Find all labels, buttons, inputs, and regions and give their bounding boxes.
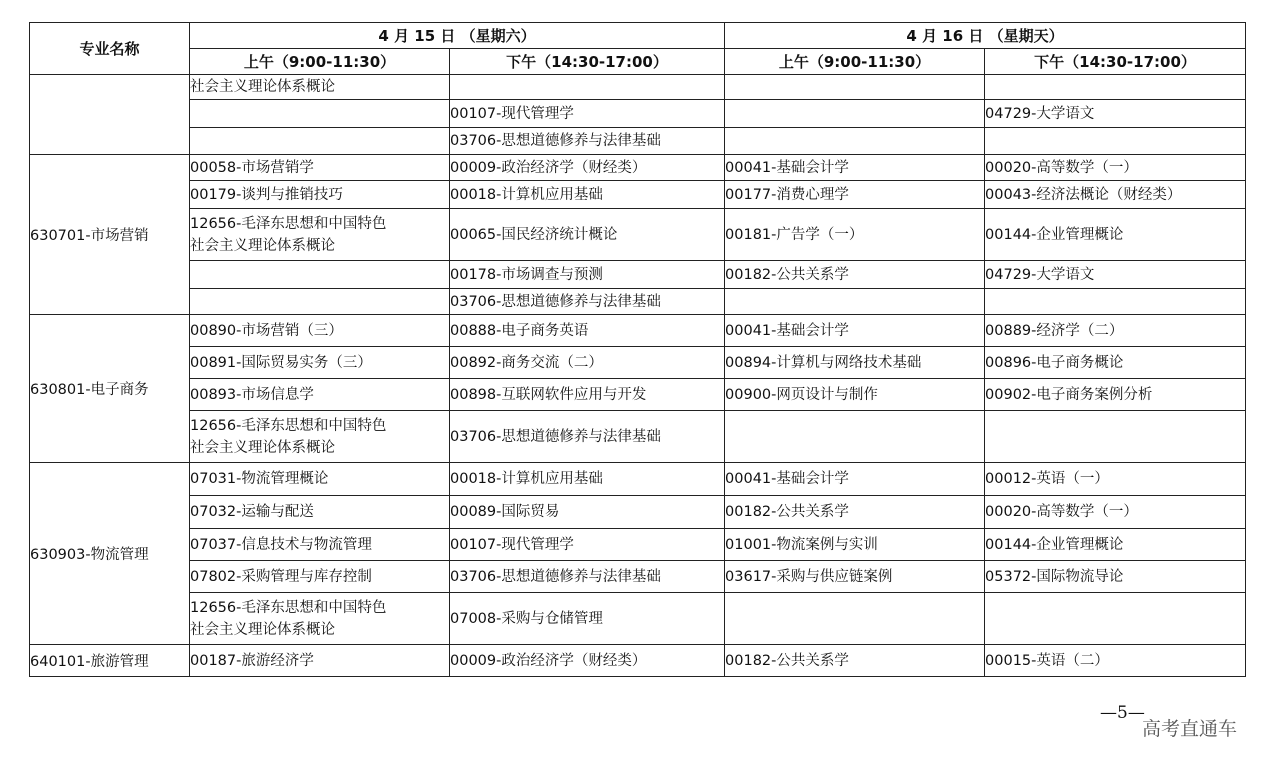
day1-am-course-cell [190,411,450,463]
day1-am-course-cell [190,529,450,561]
major-name-cell: 630903-物流管理 [30,463,190,645]
table-row [30,463,1246,496]
day2-am-course-cell [725,645,985,677]
day1-pm-course-cell [450,315,725,347]
day2-pm-course-cell [985,75,1246,100]
table-row [30,593,1246,645]
course-label: 00107-现代管理学 [450,105,574,122]
table-row [30,289,1246,315]
day2-am-course-cell [725,463,985,496]
day2-am-header: 上午（9:00-11:30） [725,49,985,75]
course-label: 07802-采购管理与库存控制 [190,568,372,585]
day2-pm-course-cell [985,645,1246,677]
day1-pm-course-cell [450,347,725,379]
course-label: 00041-基础会计学 [725,471,849,487]
day1-am-course-cell [190,289,450,315]
day2-pm-course-cell [985,181,1246,209]
course-label: 00177-消费心理学 [725,186,849,203]
table-row [30,379,1246,411]
day1-pm-course-cell [450,529,725,561]
course-label: 00065-国民经济统计概论 [450,226,618,243]
course-label: 00018-计算机应用基础 [450,471,603,487]
day1-am-course-cell [190,463,450,496]
course-label: 00009-政治经济学（财经类） [450,159,647,176]
day2-am-course-cell [725,100,985,128]
table-row [30,128,1246,155]
course-label: 00187-旅游经济学 [190,652,314,669]
day2-pm-course-cell [985,411,1246,463]
day1-header: 4 月 15 日 （星期六） [190,23,725,49]
table-header [30,23,1246,75]
course-label: 00894-计算机与网络技术基础 [725,354,922,371]
day1-pm-course-cell [450,100,725,128]
course-label: 12656-毛泽东思想和中国特色 社会主义理论体系概论 [190,215,387,254]
day2-pm-course-cell [985,463,1246,496]
day1-pm-course-cell [450,561,725,593]
table-row [30,181,1246,209]
course-label: 01001-物流案例与实训 [725,536,878,553]
day1-am-course-cell [190,561,450,593]
day2-am-course-cell [725,593,985,645]
day1-pm-course-cell [450,379,725,411]
course-label: 00041-基础会计学 [725,159,849,176]
day2-am-course-cell [725,379,985,411]
day2-am-course-cell [725,289,985,315]
course-label: 12656-毛泽东思想和中国特色 社会主义理论体系概论 [190,599,387,638]
day2-am-course-cell [725,75,985,100]
day2-pm-course-cell [985,496,1246,529]
course-label: 00896-电子商务概论 [985,354,1124,371]
day2-pm-course-cell [985,209,1246,261]
day1-am-course-cell [190,261,450,289]
day2-am-course-cell [725,261,985,289]
day2-am-course-cell [725,347,985,379]
day1-am-course-cell [190,315,450,347]
table-row [30,209,1246,261]
table-row [30,100,1246,128]
day2-pm-course-cell [985,561,1246,593]
table-row [30,155,1246,181]
day1-pm-course-cell [450,181,725,209]
course-label: 00089-国际贸易 [450,504,560,520]
course-label: 00058-市场营销学 [190,159,314,176]
course-label: 12656-毛泽东思想和中国特色 社会主义理论体系概论 [190,417,387,456]
course-label: 00020-高等数学（一） [985,159,1138,176]
course-label: 05372-国际物流导论 [985,568,1124,585]
day1-pm-course-cell [450,128,725,155]
course-label: 00144-企业管理概论 [985,226,1124,243]
watermark: 高考直通车 [1142,718,1238,740]
table-row [30,561,1246,593]
day2-pm-course-cell [985,347,1246,379]
day1-pm-course-cell [450,209,725,261]
day2-pm-course-cell [985,529,1246,561]
course-label: 00902-电子商务案例分析 [985,386,1153,403]
course-label: 03706-思想道德修养与法律基础 [450,428,661,445]
day1-am-course-cell [190,75,450,100]
day1-pm-course-cell [450,155,725,181]
day1-pm-course-cell [450,496,725,529]
day2-am-course-cell [725,209,985,261]
course-label: 00181-广告学（一） [725,226,864,243]
day2-am-course-cell [725,315,985,347]
course-label: 00018-计算机应用基础 [450,186,603,203]
day2-pm-course-cell [985,128,1246,155]
day2-pm-course-cell [985,593,1246,645]
course-label: 07037-信息技术与物流管理 [190,536,372,553]
course-label: 04729-大学语文 [985,266,1095,283]
course-label: 07032-运输与配送 [190,504,314,520]
course-label: 00182-公共关系学 [725,266,849,283]
table-row [30,347,1246,379]
course-label: 00889-经济学（二） [985,322,1124,339]
table-body [30,75,1246,677]
day1-pm-course-cell [450,261,725,289]
day2-pm-course-cell [985,100,1246,128]
course-label: 00043-经济法概论（财经类） [985,186,1182,203]
day2-pm-course-cell [985,289,1246,315]
day1-am-course-cell [190,593,450,645]
day2-pm-header: 下午（14:30-17:00） [985,49,1246,75]
day2-pm-course-cell [985,155,1246,181]
day1-am-course-cell [190,155,450,181]
day1-am-course-cell [190,347,450,379]
day2-am-course-cell [725,181,985,209]
day2-am-course-cell [725,561,985,593]
day2-pm-course-cell [985,379,1246,411]
page-number: —5— [1100,703,1145,723]
table-row [30,411,1246,463]
day2-header: 4 月 16 日 （星期天） [725,23,1246,49]
course-label: 00893-市场信息学 [190,386,314,403]
course-label: 00009-政治经济学（财经类） [450,652,647,669]
day1-pm-course-cell [450,463,725,496]
course-label: 00107-现代管理学 [450,536,574,553]
course-label: 00900-网页设计与制作 [725,386,878,403]
course-label: 00020-高等数学（一） [985,504,1138,520]
table-row [30,315,1246,347]
day1-pm-course-cell [450,411,725,463]
day2-am-course-cell [725,496,985,529]
day2-am-course-cell [725,128,985,155]
course-label: 00888-电子商务英语 [450,322,589,339]
course-label: 00178-市场调查与预测 [450,266,603,283]
day1-pm-header: 下午（14:30-17:00） [450,49,725,75]
day1-am-course-cell [190,100,450,128]
course-label: 07031-物流管理概论 [190,471,329,487]
day1-pm-course-cell [450,289,725,315]
course-label: 00182-公共关系学 [725,504,849,520]
major-name-cell [30,75,190,155]
course-label: 07008-采购与仓储管理 [450,610,603,627]
course-label: 03617-采购与供应链案例 [725,568,893,585]
day2-am-course-cell [725,155,985,181]
exam-schedule-table [29,22,1246,677]
major-name-cell: 630801-电子商务 [30,315,190,463]
course-label: 00892-商务交流（二） [450,354,603,371]
day2-pm-course-cell [985,261,1246,289]
day1-pm-course-cell [450,645,725,677]
course-label: 00041-基础会计学 [725,322,849,339]
major-name-header: 专业名称 [30,23,190,75]
day2-am-course-cell [725,529,985,561]
day2-pm-course-cell [985,315,1246,347]
table-row [30,75,1246,100]
course-label: 00015-英语（二） [985,652,1109,669]
course-label: 03706-思想道德修养与法律基础 [450,293,661,310]
day1-am-course-cell [190,181,450,209]
table-row [30,529,1246,561]
day1-am-course-cell [190,496,450,529]
day1-am-header: 上午（9:00-11:30） [190,49,450,75]
table-row [30,645,1246,677]
day2-am-course-cell [725,411,985,463]
day1-am-course-cell [190,379,450,411]
day1-pm-course-cell [450,593,725,645]
course-label: 00179-谈判与推销技巧 [190,186,343,203]
day1-am-course-cell [190,645,450,677]
course-label: 03706-思想道德修养与法律基础 [450,133,661,149]
course-label: 04729-大学语文 [985,105,1095,122]
course-label: 00182-公共关系学 [725,652,849,669]
day1-am-course-cell [190,128,450,155]
major-name-cell: 640101-旅游管理 [30,645,190,677]
course-label: 00898-互联网软件应用与开发 [450,386,647,403]
course-label: 00144-企业管理概论 [985,536,1124,553]
day1-pm-course-cell [450,75,725,100]
course-label: 00890-市场营销（三） [190,322,343,339]
course-label: 00012-英语（一） [985,471,1109,487]
table-row [30,261,1246,289]
day1-am-course-cell [190,209,450,261]
course-label: 03706-思想道德修养与法律基础 [450,568,661,585]
course-label: 社会主义理论体系概论 [190,79,335,95]
table-row [30,496,1246,529]
major-name-cell: 630701-市场营销 [30,155,190,315]
course-label: 00891-国际贸易实务（三） [190,354,372,371]
